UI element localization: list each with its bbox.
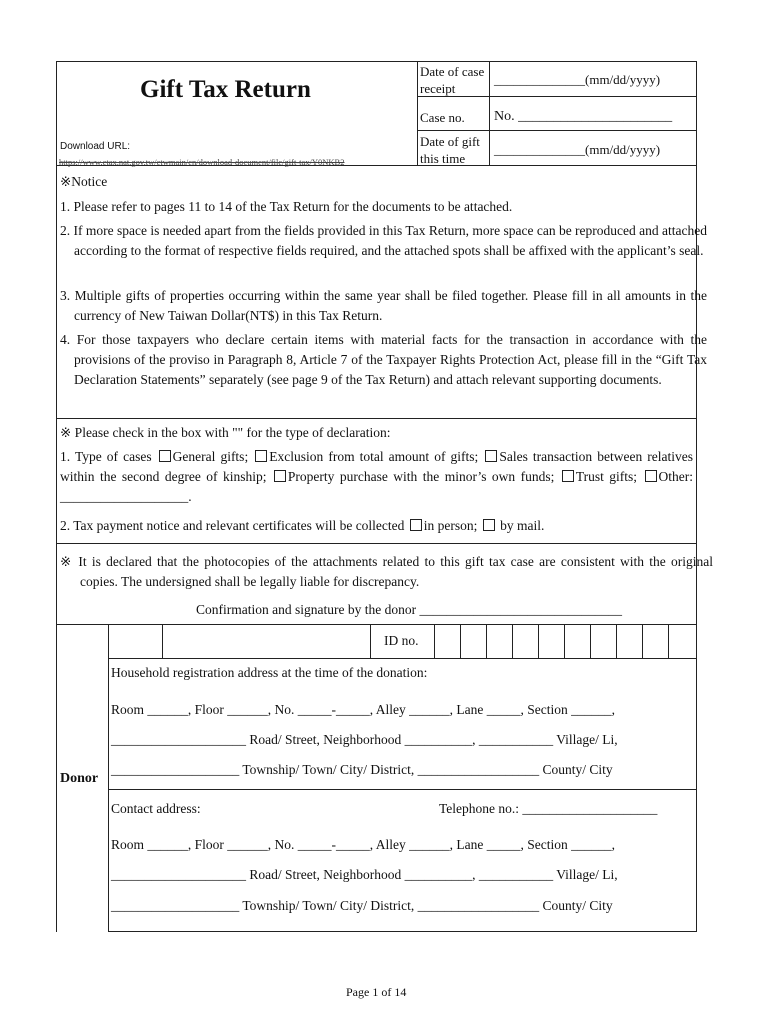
id-digit-box[interactable] — [668, 625, 669, 659]
notice-item-4: 4. For those taxpayers who declare certain items with material facts for the transaction in accordance with the provisions of the proviso in Paragraph 8, Article 7 of the Taxpayer Rights Protection Act, please fill in the “Gift Tax Declaration Statements” separately (see page 9 of the Tax Return) and attach relevant supporting documents. — [60, 332, 707, 387]
download-url-label: Download URL: — [60, 141, 131, 152]
property-purchase-checkbox[interactable] — [274, 470, 286, 482]
attestation-text: ※ It is declared that the photocopies of the attachments related to this gift tax case are consistent with the original copies. The undersigned shall be legally liable for discrepancy. — [60, 554, 713, 589]
date-gift-field[interactable]: ______________(mm/dd/yyyy) — [494, 142, 661, 157]
donor-signature-field[interactable]: Confirmation and signature by the donor ______________________________ — [196, 602, 622, 617]
declaration-item-2 — [60, 516, 693, 536]
date-gift-label: Date of gift this time — [420, 134, 480, 166]
by-mail-label: by mail. — [500, 518, 545, 533]
trust-gifts-checkbox[interactable] — [562, 470, 574, 482]
id-digit-box[interactable] — [512, 625, 513, 659]
household-address-line-2[interactable]: ____________________ Road/ Street, Neighborhood __________, ___________ Village/ Li, — [111, 732, 618, 747]
id-digit-box[interactable] — [642, 625, 643, 659]
id-digit-box[interactable] — [616, 625, 617, 659]
in-person-label: in person; — [423, 518, 478, 533]
other-checkbox[interactable] — [645, 470, 657, 482]
household-address-line-3[interactable]: ___________________ Township/ Town/ City/ District, __________________ County/ City — [111, 762, 613, 777]
declaration-heading: ※ Please check in the box with "" for the type of declaration: — [60, 425, 391, 440]
declaration-item-1 — [60, 447, 693, 507]
notice-item-2: 2. If more space is needed apart from the fields provided in this Tax Return, more space can be reproduced and attached according to the format of respective fields required, and the attached spots shall be affixed with the applicant’s seal. — [60, 223, 707, 258]
header-row-line — [417, 130, 696, 131]
donor-label: Donor — [60, 771, 99, 786]
other-label: Other: ___________________. — [60, 469, 693, 504]
property-purchase-label: Property purchase with the minor’s own funds; — [287, 469, 555, 484]
header-divider-2 — [489, 61, 490, 165]
date-case-receipt-field[interactable]: ______________(mm/dd/yyyy) — [494, 72, 661, 87]
id-row-line — [108, 658, 696, 659]
id-digit-box[interactable] — [486, 625, 487, 659]
contact-address-line-1[interactable]: Room ______, Floor ______, No. _____-_____, Alley ______, Lane _____, Section ______, — [111, 837, 615, 852]
notice-heading: ※Notice — [60, 174, 108, 189]
notice-item-1: 1. Please refer to pages 11 to 14 of the Tax Return for the documents to be attached. — [60, 199, 513, 214]
in-person-checkbox[interactable] — [410, 519, 422, 531]
household-address-line-1[interactable]: Room ______, Floor ______, No. _____-_____, Alley ______, Lane _____, Section ______, — [111, 702, 615, 717]
telephone-field[interactable]: Telephone no.: ____________________ — [439, 801, 658, 816]
address-divider — [108, 789, 696, 790]
download-url-link[interactable]: https://www.etax.nat.gov.tw/etwmain/en/download-document/file/gift-tax/Y0NKB2 — [59, 157, 345, 167]
name-cell-divider — [370, 625, 371, 659]
page-number: Page 1 of 14 — [346, 985, 407, 999]
case-no-label: Case no. — [420, 110, 465, 125]
contact-address-line-3[interactable]: ___________________ Township/ Town/ City/ District, __________________ County/ City — [111, 898, 613, 913]
contact-bottom-line — [108, 931, 696, 932]
collection-prefix: 2. Tax payment notice and relevant certificates will be collected — [60, 518, 405, 533]
donor-column-line — [108, 624, 109, 932]
case-no-field[interactable]: No. ______________________ — [494, 109, 673, 124]
contact-address-label: Contact address: — [111, 801, 201, 816]
exclusion-label: Exclusion from total amount of gifts; — [269, 449, 479, 464]
section-divider — [56, 418, 696, 419]
general-gifts-checkbox[interactable] — [159, 450, 171, 462]
id-digit-box[interactable] — [564, 625, 565, 659]
id-digit-box[interactable] — [460, 625, 461, 659]
exclusion-checkbox[interactable] — [255, 450, 267, 462]
sales-transaction-checkbox[interactable] — [485, 450, 497, 462]
section-divider — [56, 543, 696, 544]
household-address-label: Household registration address at the time of the donation: — [111, 665, 428, 680]
section-divider — [56, 624, 696, 625]
contact-address-line-2[interactable]: ____________________ Road/ Street, Neighborhood __________, ___________ Village/ Li, — [111, 867, 618, 882]
name-cell-divider — [162, 625, 163, 659]
case-type-prefix: 1. Type of cases — [60, 449, 152, 464]
id-no-label: ID no. — [384, 633, 419, 648]
id-digit-box[interactable] — [538, 625, 539, 659]
id-digit-box[interactable] — [434, 625, 435, 659]
general-gifts-label: General gifts; — [172, 449, 249, 464]
header-divider — [417, 61, 418, 165]
date-case-receipt-label: Date of case receipt — [420, 64, 485, 96]
id-digit-box[interactable] — [590, 625, 591, 659]
page-title: Gift Tax Return — [140, 76, 311, 103]
sales-transaction-label: Sales transaction between relatives within the second degree of kinship; — [60, 449, 693, 484]
by-mail-checkbox[interactable] — [483, 519, 495, 531]
notice-item-3: 3. Multiple gifts of properties occurring within the same year shall be filed together. Please fill in all amounts in the currency of New Taiwan Dollar(NT$) in this Tax Return. — [60, 288, 707, 323]
trust-gifts-label: Trust gifts; — [575, 469, 638, 484]
